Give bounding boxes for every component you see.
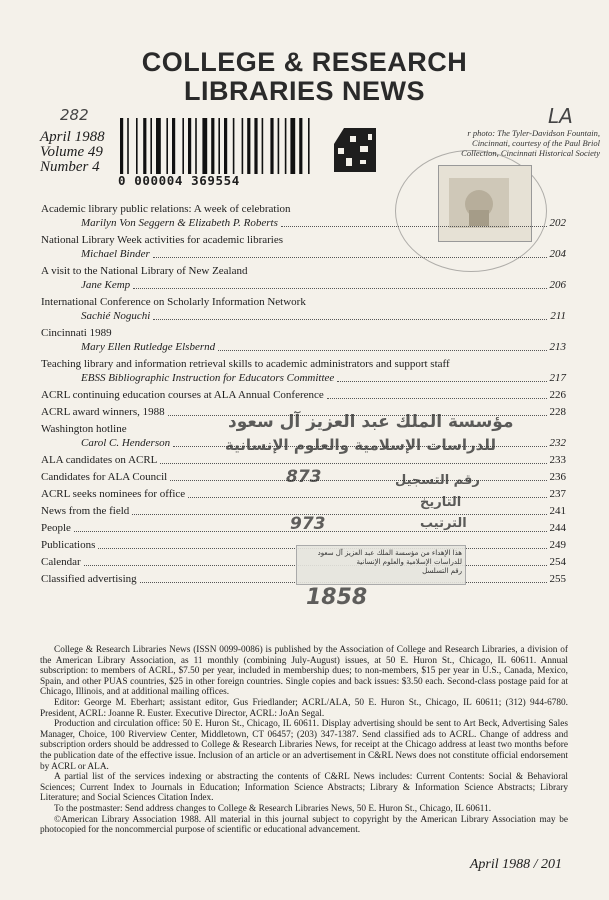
leader-dots (337, 380, 546, 382)
toc-entry-page: 232 (549, 437, 566, 449)
toc-entry (41, 264, 566, 292)
cover-photo-credit (410, 128, 600, 158)
toc-entry-page: 213 (549, 341, 566, 353)
toc-entry-title: National Library Week activities for academic libraries (41, 234, 284, 246)
leader-dots (160, 462, 546, 464)
imprint-paragraph: Editor: George M. Eberhart; assistant editor, Gus Friedlander; ACRL/ALA, 50 E. Huron St., Chicago, IL 60611; (312) 944-6780. President, ACRL: Joanne R. Euster. Executive Director, ACRL: JoAn Segal. (40, 697, 568, 719)
library-stamp-line-1: مؤسسة الملك عبد العزيز آل سعود (228, 412, 514, 432)
toc-entry (41, 202, 566, 230)
toc-entry-title: People (41, 522, 71, 534)
issue-date: April 1988 (40, 129, 105, 145)
toc-entry-title: News from the field (41, 505, 130, 517)
masthead-line-2: LIBRARIES NEWS (183, 76, 425, 106)
handwritten-number: 282 (60, 106, 89, 124)
barcode-symbol-icon (330, 124, 378, 176)
paste-label-line-1: هذا الإهداء من مؤسسة الملك عبد العزيز آل سعود (317, 549, 462, 557)
handwritten-registration-number: 873 (286, 467, 322, 487)
toc-entry (41, 326, 566, 354)
imprint-paragraph: College & Research Libraries News (ISSN 0099-0086) is published by the Association of College and Research Libraries, a division of the American Library Association, as 11 monthly (combining July-August) issues, at 50 E. Huron St., Chicago, IL 60611. Annual subscription: to members of ACRL, $7.50 per year, included in membership dues; to non-members, $15 per year in U.S., Canada, Mexico, Spain, and other PUAS countries, $25 in other foreign countries. Single copies and back issues: $3.50 each. Second-class postage paid for at Chicago, Illinois, and at additional mailing offices. (40, 645, 568, 698)
stamp-registration-label: رقم التسجيل (395, 473, 480, 488)
imprint-paragraph: A partial list of the services indexing or abstracting the contents of C&RL News includes: Current Contents: Social & Behavioral Sciences; Current Index to Journals in Education; Information Science Abstracts; Library & Information Science Abstracts; Library Literature; and Social Sciences Citation Index. (40, 772, 568, 804)
toc-entry-title: Teaching library and information retrieval skills to academic administrators and support staff (41, 358, 450, 370)
handwritten-classification-number: 1858 (306, 585, 368, 610)
paste-label-line-2: للدراسات الإسلامية والعلوم الإنسانية (356, 558, 462, 566)
toc-entry (41, 357, 566, 385)
leader-dots (153, 318, 547, 320)
toc-entry-page: 249 (549, 539, 566, 551)
cover-credit-line-2: Cincinnati, courtesy of the Paul Briol (472, 138, 600, 148)
toc-entry-page: 244 (549, 522, 566, 534)
toc-entry-page: 228 (549, 406, 566, 418)
issue-volume: Volume 49 (40, 144, 103, 160)
toc-entry-page: 254 (549, 556, 566, 568)
handwritten-ordering-number: 973 (290, 514, 326, 534)
toc-entry-author: Mary Ellen Rutledge Elsbernd (81, 341, 216, 353)
stamp-date-label: التاريخ (420, 495, 462, 510)
barcode-bars (118, 118, 324, 176)
toc-entry-page: 241 (549, 505, 566, 517)
toc-entry-page: 206 (549, 279, 566, 291)
toc-entry-title: Classified advertising (41, 573, 137, 585)
toc-entry-title: Candidates for ALA Council (41, 471, 168, 483)
toc-entry-title: ACRL award winners, 1988 (41, 406, 165, 418)
toc-entry-title: Washington hotline (41, 423, 127, 435)
cover-credit-line-1: r photo: The Tyler-Davidson Fountain, (467, 128, 600, 138)
toc-entry-author: Sachié Noguchi (81, 310, 151, 322)
toc-entry-title: ALA candidates on ACRL (41, 454, 158, 466)
page-folio: April 1988 / 201 (469, 857, 562, 872)
leader-dots (170, 479, 546, 481)
toc-entry (41, 453, 566, 467)
toc-entry-page: 233 (549, 454, 566, 466)
toc-entry-author: Carol C. Henderson (81, 437, 171, 449)
toc-entry-page: 204 (549, 248, 566, 260)
leader-dots (188, 496, 546, 498)
toc-entry (41, 295, 566, 323)
imprint-paragraph: ©American Library Association 1988. All material in this journal subject to copyright by the American Library Association may be photocopied for the noncommercial purpose of scientific or educational advancement. (40, 814, 568, 836)
toc-entry-author: Michael Binder (81, 248, 150, 260)
toc-entry-title: ACRL continuing education courses at ALA Annual Conference (41, 389, 324, 401)
toc-entry-page: 226 (549, 389, 566, 401)
leader-dots (132, 513, 546, 515)
toc-entry-page: 211 (550, 310, 566, 322)
toc-entry-page: 217 (549, 372, 566, 384)
toc-entry-author: Jane Kemp (81, 279, 131, 291)
toc-entry-page: 255 (549, 573, 566, 585)
issue-number: Number 4 (40, 159, 100, 175)
masthead-line-1: COLLEGE & RESEARCH (141, 47, 468, 77)
imprint-paragraph: To the postmaster: Send address changes to College & Research Libraries News, 50 E. Huron St., Chicago, IL 60611. (54, 803, 492, 814)
toc-entry-title: A visit to the National Library of New Zealand (41, 265, 248, 277)
toc-entry (41, 487, 566, 501)
toc-entry-author: EBSS Bibliographic Instruction for Educators Committee (81, 372, 335, 384)
toc-entry-title: Calendar (41, 556, 81, 568)
leader-dots (133, 287, 546, 289)
leader-dots (281, 225, 547, 227)
cover-credit-line-3: Collection, Cincinnati Historical Society (461, 148, 600, 158)
toc-entry-page: 237 (549, 488, 566, 500)
toc-entry (41, 233, 566, 261)
toc-entry-page: 236 (549, 471, 566, 483)
handwritten-initials: LA (548, 104, 573, 128)
barcode-digits: 0 000004 369554 (118, 174, 324, 188)
leader-dots (327, 397, 547, 399)
toc-entry-title: Publications (41, 539, 96, 551)
paste-label-line-3: رقم التسلسل (422, 567, 462, 575)
imprint-block (40, 645, 568, 836)
issue-info (40, 130, 105, 175)
imprint-paragraph: Production and circulation office: 50 E. Huron St., Chicago, IL 60611. Display advertising should be sent to Art Beck, Advertising Sales Manager, Choice, 100 Riverview Center, Middletown, CT 06457; (203) 347-1387. Send classified ads to ACRL. Change of address and subscription orders should be addressed to College & Research Libraries News, for receipt at the Chicago address at least two months before the publication date of the effective issue. Inclusion of an article or an advertisement in C&RL News does not constitute official endorsement by ACRL or ALA. (40, 719, 568, 772)
toc-entry-author: Marilyn Von Seggern & Elizabeth P. Roberts (81, 217, 278, 229)
toc-entry-title: ACRL seeks nominees for office (41, 488, 186, 500)
leader-dots (153, 256, 547, 258)
leader-dots (218, 349, 546, 351)
library-stamp-line-2: للدراسات الإسلامية والعلوم الإنسانية (225, 436, 497, 454)
pasted-donation-label (296, 545, 466, 585)
masthead (0, 48, 609, 106)
toc-entry-page: 202 (549, 217, 566, 229)
toc-entry-title: Cincinnati 1989 (41, 327, 112, 339)
stamp-ordering-label: الترتيب (420, 516, 467, 531)
barcode (118, 118, 324, 190)
toc-entry-title: International Conference on Scholarly Information Network (41, 296, 306, 308)
toc-entry-title: Academic library public relations: A week of celebration (41, 203, 291, 215)
toc-entry (41, 388, 566, 402)
